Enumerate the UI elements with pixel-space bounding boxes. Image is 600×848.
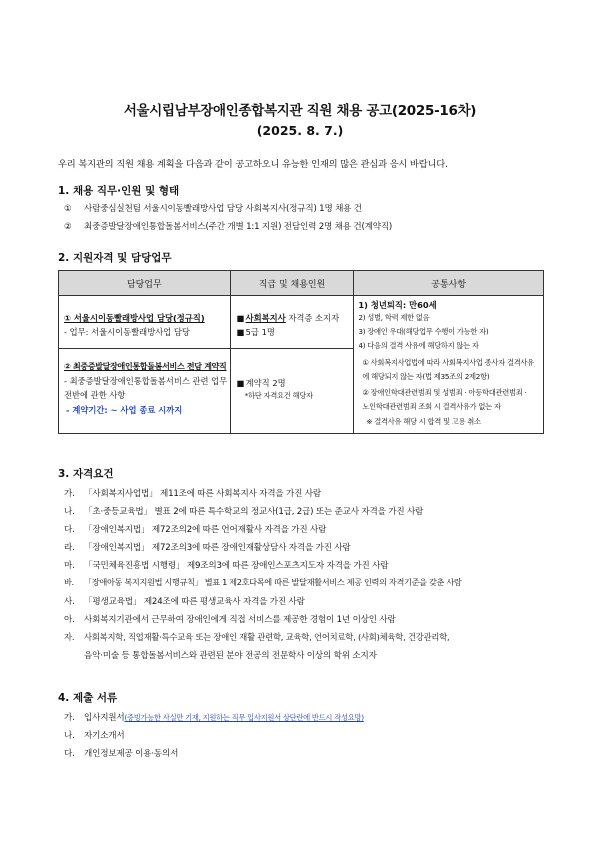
rank-count: 5급 1명: [245, 327, 275, 337]
rank-line: [237, 326, 275, 338]
qualification-table: [58, 270, 544, 434]
section3-heading: 3. 자격요건: [58, 468, 114, 480]
item-text: 「평생교육법」 제24조에 따른 평생교육사 자격을 가진 사람: [84, 597, 305, 607]
rank-note: *하단 자격요건 해당자: [244, 391, 313, 400]
common-line: 노인학대관련범죄 조회 시 결격사유가 없는 자: [362, 402, 501, 411]
section1-heading: 1. 채용 직무·인원 및 형태: [58, 185, 180, 197]
bullet-icon: ■: [236, 378, 245, 388]
rank-cell-2: [230, 349, 354, 434]
duty-desc: 전반에 관한 사항: [64, 390, 126, 400]
document-item: [64, 729, 125, 741]
item-text: 「장애인복지법」 제72조의2에 따른 언어재활사 자격을 가진 사람: [84, 525, 327, 535]
qualification-item: [64, 487, 321, 499]
item-marker: 자.: [64, 632, 75, 642]
page-title: 서울시립남부장애인종합복지관 직원 채용 공고(2025-16차): [123, 103, 477, 119]
item-text: 「국민체육진흥법 시행령」 제9조의3에 따른 장애인스포츠지도자 자격을 가진 사람: [84, 561, 389, 571]
rank-count: 계약직 2명: [245, 378, 286, 388]
qualification-item: [64, 541, 351, 553]
common-line: ① 사회복지사업법에 따라 사회복지사업 종사자 결격사유: [362, 358, 534, 367]
document-item: [64, 747, 178, 759]
item-marker: 바.: [64, 577, 74, 587]
common-line: 4) 다음의 결격 사유에 해당하지 않는 자: [358, 341, 479, 350]
item-marker: ①: [64, 204, 72, 214]
item-marker: 라.: [64, 543, 75, 553]
section1-item: [64, 202, 362, 214]
item-marker: 가.: [64, 713, 75, 723]
item-text: 자기소개서: [84, 731, 125, 741]
section4-heading: 4. 제출 서류: [58, 692, 118, 704]
item-text: 사람중심실천팀 서울시이동빨래방사업 담당 사회복지사(정규직) 1명 채용 건: [84, 204, 362, 214]
item-marker: 나.: [64, 731, 75, 741]
duty-desc: - 업무: 서울시이동빨래방사업 담당: [64, 327, 190, 337]
duty-desc: - 최중증발달장애인통합돌봄서비스 관련 업무: [64, 376, 228, 386]
common-line: ※ 결격사유 해당 시 합격 및 고용 취소: [366, 417, 481, 426]
duty-cell-1: [59, 296, 231, 349]
item-marker: 가.: [64, 489, 75, 499]
common-line: ② 장애인학대관련범죄 및 성범죄 · 아동학대관련범죄 ·: [362, 388, 527, 397]
table-row: [59, 296, 544, 349]
table-header-duty: 담당업무: [59, 271, 231, 296]
item-marker: 다.: [64, 749, 75, 759]
common-cell: [354, 296, 544, 434]
duty-title: ② 최중증발달장애인통합돌봄서비스 전담 계약직: [64, 362, 227, 371]
rank-strong: 사회복지사: [245, 313, 286, 323]
item-text: 「사회복지사업법」 제11조에 따른 사회복지사 자격을 가진 사람: [84, 489, 321, 499]
qualification-item: [64, 595, 305, 607]
item-text: 최중증발달장애인통합돌봄서비스(주간 개별 1:1 지원) 전담인력 2명 채용 건(계약직): [84, 222, 393, 232]
item-text: 사회복지학, 직업재활·특수교육 또는 장애인 재활 관련학, 교육학, 언어치료학, (사회)체육학, 건강관리학,: [84, 632, 450, 642]
qualification-item: [64, 649, 377, 661]
rank-rest: 자격증 소지자: [285, 313, 340, 323]
notice-date: (2025. 8. 7.): [256, 123, 344, 138]
rank-line: [237, 312, 339, 324]
item-note: (증빙가능한 사실만 기재, 지원하는 직무 입사지원서 상단란에 반드시 작성요망): [124, 713, 364, 722]
duty-cell-2: [59, 349, 231, 434]
item-marker: 사.: [64, 597, 75, 607]
qualification-item: [64, 505, 423, 517]
item-text: 「장애아동 복지지원법 시행규칙」 별표 1 제2호다목에 따른 발달재활서비스 제공 인력의 자격기준을 갖춘 사람: [84, 577, 462, 587]
bullet-icon: ■: [236, 327, 245, 337]
common-line: 2) 성별, 학력 제한 없음: [358, 313, 430, 322]
qualification-item: [64, 559, 388, 571]
rank-cell-1: [230, 296, 354, 349]
table-header-common: 공통사항: [354, 271, 544, 296]
document-item: [64, 711, 364, 723]
intro-text: 우리 복지관의 직원 채용 계획을 다음과 같이 공고하오니 유능한 인재의 많은 관심과 응시 바랍니다.: [58, 159, 448, 170]
item-text: 사회복지기관에서 근무하여 장애인에게 직접 서비스를 제공한 경험이 1년 이상인 사람: [84, 615, 396, 625]
qualification-item: [64, 523, 326, 535]
item-marker: 아.: [64, 615, 75, 625]
section1-item: [64, 220, 392, 232]
item-marker: 나.: [64, 507, 75, 517]
qualification-item: [64, 613, 396, 625]
duty-title: ① 서울시이동빨래방사업 담당(정규직): [64, 313, 205, 323]
common-line: 에 해당되지 않는 자(법 제35조의 2제2항): [362, 372, 490, 381]
bullet-icon: ■: [236, 313, 245, 323]
item-text: 「장애인복지법」 제72조의3에 따른 장애인재활상담사 자격을 가진 사람: [84, 543, 351, 553]
contract-period: - 계약기간: ~ 사업 종료 시까지: [66, 405, 183, 415]
item-text: 개인정보제공 이용·동의서: [84, 749, 179, 759]
section2-heading: 2. 지원자격 및 담당업무: [58, 252, 172, 264]
item-text: 음악·미술 등 통합돌봄서비스와 관련된 분야 전공의 전문학사 이상의 학위 소지자: [84, 651, 377, 661]
item-marker: 다.: [64, 525, 75, 535]
common-line: 3) 장애인 우대(해당업무 수행이 가능한 자): [358, 327, 489, 336]
qualification-item: [64, 631, 449, 643]
item-text: 「초·중등교육법」 별표 2에 따른 특수학교의 정교사(1급, 2급) 또는 준교사 자격을 가진 사람: [84, 507, 424, 517]
common-line: 1) 청년퇴직: 만60세: [358, 300, 437, 310]
table-header-row: [59, 271, 544, 296]
item-marker: 마.: [64, 561, 75, 571]
item-text: 입사지원서: [84, 713, 125, 723]
item-marker: ②: [64, 222, 72, 232]
table-header-rank: 직급 및 채용인원: [230, 271, 354, 296]
qualification-item: [64, 577, 461, 588]
rank-line: [237, 377, 286, 389]
